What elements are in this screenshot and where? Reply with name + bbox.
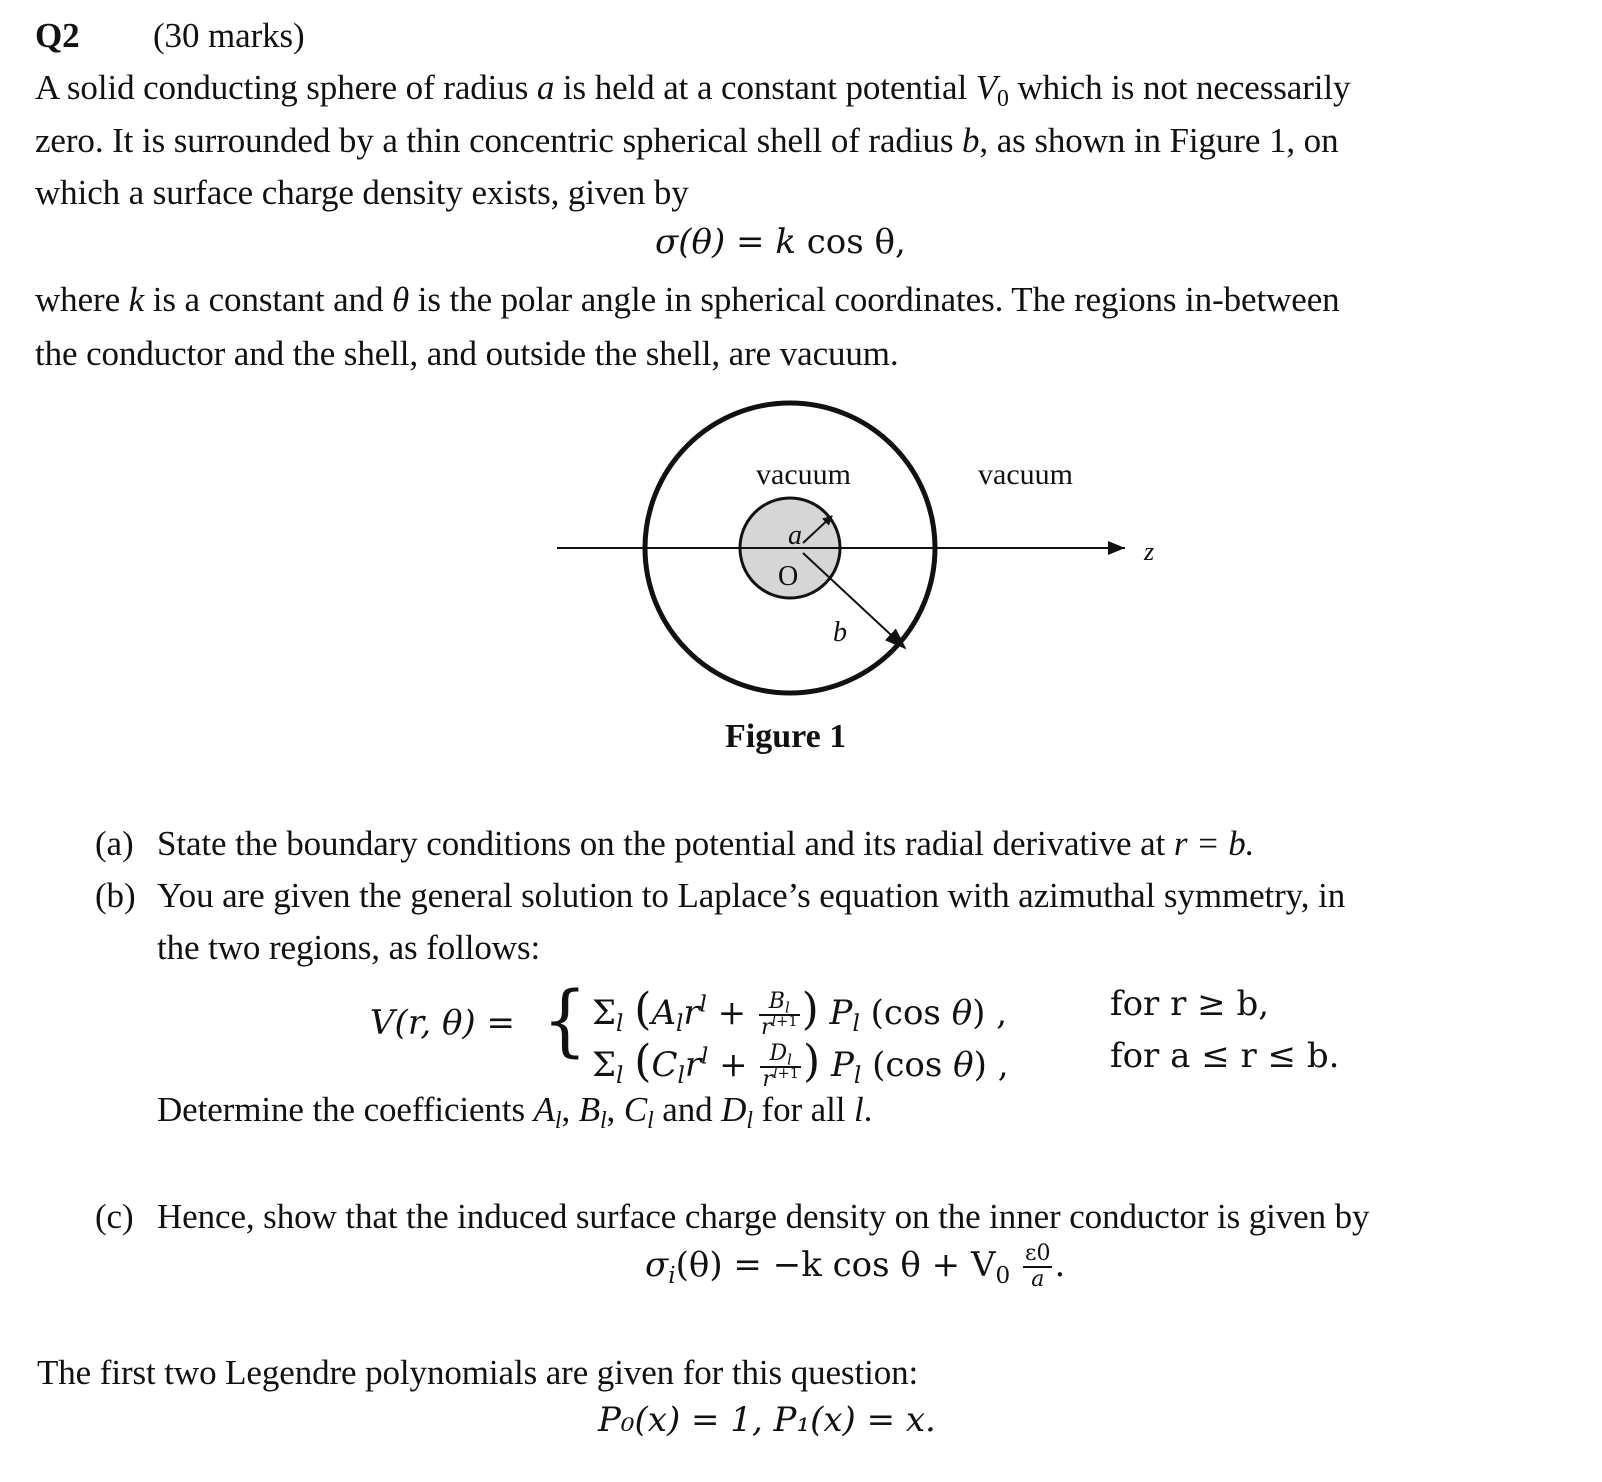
determine-end: . [863, 1090, 873, 1129]
piecewise-brace: { [542, 976, 588, 1066]
coef-A: A [651, 993, 676, 1033]
fraction-D: $\frac{D_l}{r^{l+1}}$ [762, 1041, 800, 1092]
question-number: Q2 [35, 16, 80, 55]
part-a-label: (a) [95, 824, 134, 863]
piecewise-cond-1: for r ≥ b, [1110, 984, 1270, 1024]
label-vacuum-inner: vacuum [756, 458, 851, 491]
piecewise-cond-2: for a ≤ r ≤ b. [1110, 1036, 1340, 1076]
intro-text: is held at a constant potential [554, 68, 976, 107]
where-line-2: the conductor and the shell, and outside the shell, are vacuum. [35, 334, 899, 373]
figure-caption: Figure 1 [725, 718, 847, 755]
radius-b-arrow [803, 553, 905, 648]
determine-forall: for all [752, 1090, 855, 1129]
part-a-text [157, 826, 1254, 861]
sum-symbol: Σ [592, 1045, 617, 1085]
legendre-text: The first two Legendre polynomials are given for this question: [37, 1353, 919, 1392]
where-text: where [35, 280, 129, 319]
coef-C: C [623, 1090, 648, 1129]
symbol-a: a [536, 68, 555, 107]
intro-text: A solid conducting sphere of radius [35, 68, 537, 107]
fraction-B: $\frac{B_l}{r^{l+1}}$ [760, 989, 798, 1040]
coef-D: D [721, 1090, 747, 1129]
part-a-body: State the boundary conditions on the potential and its radial derivative at [157, 824, 1174, 863]
piecewise-row-1: $\Sigma_l$ ($A_lr^l$ + $\frac{B_l}{r^{l+1}}$ ) $P_l$ (cos θ) , [592, 984, 1008, 1040]
part-b-line-2: the two regions, as follows: [157, 928, 541, 967]
label-z: z [1144, 537, 1155, 566]
sigma-rhs: cos θ, [795, 222, 906, 262]
coef-C: C [651, 1045, 678, 1085]
sum-index: l [616, 1062, 624, 1089]
determine-text: Determine the coefficients [157, 1090, 534, 1129]
equation-middle: (θ) = −k cos θ + V [675, 1245, 996, 1285]
symbol-v0-subscript: 0 [997, 86, 1009, 113]
question-marks: (30 marks) [153, 16, 305, 55]
symbol-k: k [128, 280, 145, 319]
where-text: is a constant and [144, 280, 392, 319]
z-axis-arrowhead [1108, 541, 1125, 555]
intro-text: zero. It is surrounded by a thin concentric spherical shell of radius [35, 121, 963, 160]
part-c-text: Hence, show that the induced surface charge density on the inner conductor is given by [157, 1197, 1370, 1236]
intro-line-3: which a surface charge density exists, given by [35, 173, 689, 212]
part-c-label: (c) [95, 1197, 134, 1236]
coef-A: A [533, 1090, 555, 1129]
determine-and: and [653, 1090, 722, 1129]
part-a-equation: r = b. [1173, 824, 1255, 863]
part-b-label: (b) [95, 876, 136, 915]
equation-end: . [1054, 1245, 1066, 1285]
v0-subscript: 0 [995, 1262, 1011, 1289]
symbol-theta: θ [392, 280, 410, 319]
legendre-equation: P₀(x) = 1, P₁(x) = x. [598, 1400, 936, 1440]
intro-text: , as shown in Figure 1, on [979, 121, 1339, 160]
sigma-lhs: σ(θ) = [655, 222, 776, 262]
label-origin: O [778, 561, 799, 592]
label-a: a [788, 520, 802, 551]
part-b-line-1: You are given the general solution to Laplace’s equation with azimuthal symmetry, in [157, 876, 1346, 915]
sigma-symbol: σ [645, 1245, 669, 1285]
symbol-b: b [962, 121, 980, 160]
label-vacuum-outer: vacuum [978, 458, 1073, 491]
symbol-l: l [854, 1090, 864, 1129]
sum-symbol: Σ [592, 993, 617, 1033]
piecewise-row-2: $\Sigma_l$ ($C_lr^l$ + $\frac{D_l}{r^{l+1}}$ ) $P_l$ (cos θ) , [592, 1036, 1009, 1092]
fraction-eps-over-a: $\frac{\varepsilon 0}{a}$ [1025, 1241, 1051, 1292]
label-b: b [833, 617, 847, 648]
symbol-k: k [775, 222, 796, 262]
where-text: is the polar angle in spherical coordinates. The regions in-between [409, 280, 1340, 319]
sum-index: l [616, 1010, 624, 1037]
induced-charge-equation [645, 1243, 1065, 1291]
coef-B: B [578, 1090, 601, 1129]
intro-text: which is not necessarily [1008, 68, 1351, 107]
sigma-subscript: i [668, 1262, 676, 1289]
part-b-determine: Determine the coefficients $A_l$, $B_l$, $C_l$ and $D_l$ for all l. [157, 1090, 873, 1135]
symbol-v0: V [975, 68, 998, 107]
potential-lhs: V(r, θ) = [370, 1003, 515, 1043]
